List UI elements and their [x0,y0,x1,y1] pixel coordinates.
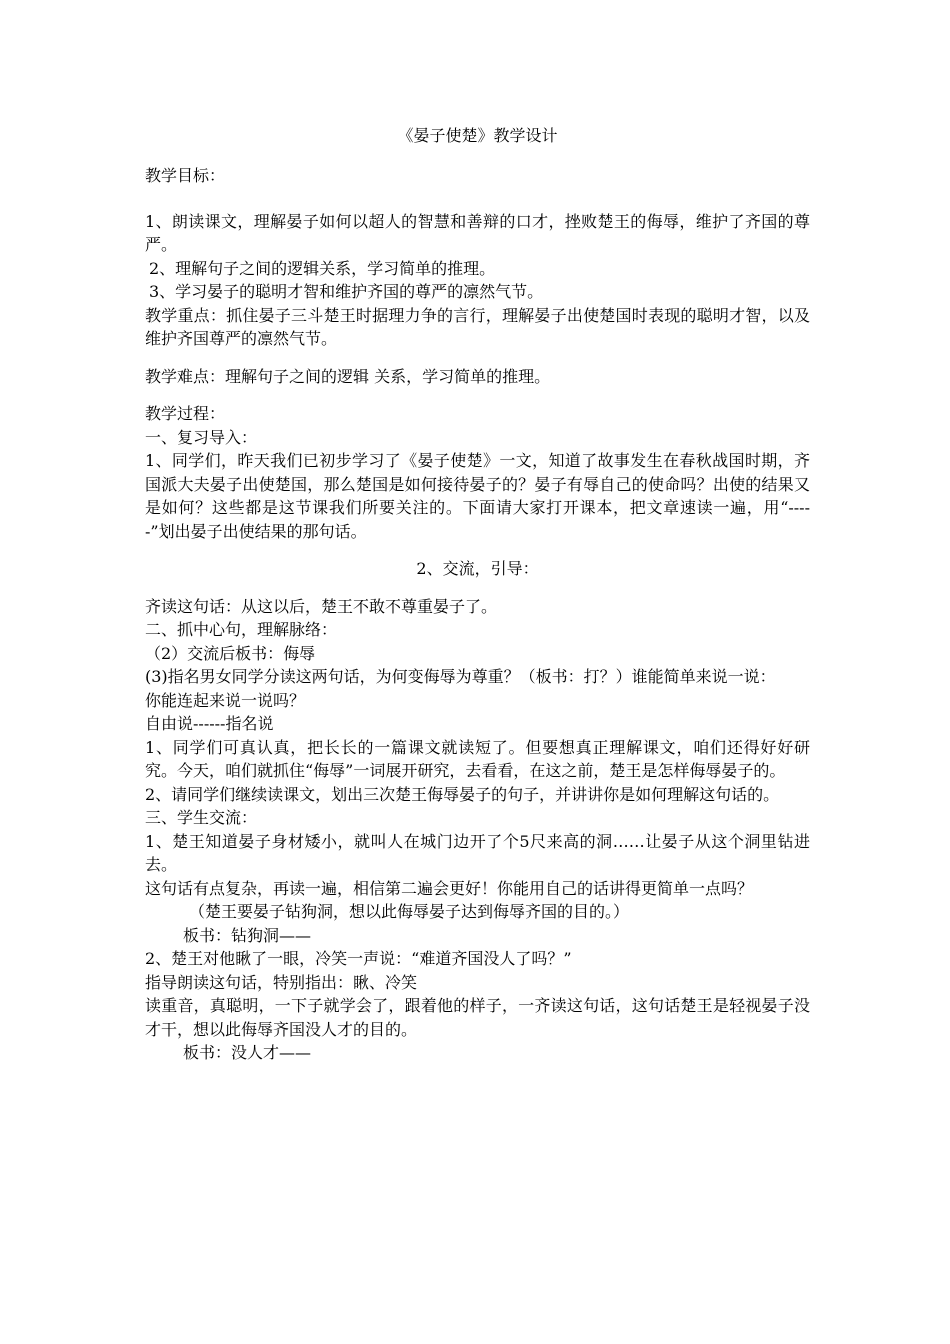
point-2: 2、请同学们继续读课文，划出三次楚王侮辱晏子的句子，并讲讲你是如何理解这句话的。 [145,784,780,804]
free-talk: 自由说------指名说 [145,714,274,733]
objective-item-1: 1、朗读课文，理解晏子如何以超人的智慧和善辩的口才，挫败楚王的侮辱，维护了齐国的尊严。 [145,211,810,254]
connect-question: 你能连起来说一说吗？ [145,690,306,710]
example-2-board: 板书：没人才—— [183,1043,312,1062]
section2-heading: 二、抓中心句，理解脉络： [145,620,338,639]
example-1-note: （楚王要晏子钻狗洞，想以此侮辱晏子达到侮辱齐国的目的。） [189,902,630,921]
point-1: 1、同学们可真认真，把长长的一篇课文就读短了。但要想真正理解课文，咱们还得好好研究。今天，咱们就抓住“侮辱”一词展开研究，去看看，在这之前，楚王是怎样侮辱晏子的。 [145,737,810,780]
board-note-1: （2）交流后板书：侮辱 [145,643,316,663]
example-2-read: 读重音，真聪明，一下子就学会了，跟着他的样子，一齐读这句话，这句话楚王是轻视晏子没才干，想以此侮辱齐国没人才的目的。 [145,996,810,1039]
key-point: 教学重点：抓住晏子三斗楚王时据理力争的言行，理解晏子出使楚国时表现的聪明才智，以及维护齐国尊严的凛然气节。 [145,305,810,348]
example-1-follow: 这句话有点复杂，再读一遍，相信第二遍会更好！你能用自己的话讲得更简单一点吗？ [145,878,754,898]
item-3: (3)指名男女同学分读这两句话，为何变侮辱为尊重？（板书：打？）谁能简单来说一说： [145,667,776,686]
difficulty: 教学难点：理解句子之间的逻辑 关系，学习简单的推理。 [145,366,551,386]
document-body [145,124,810,1065]
section1-paragraph: 1、同学们，昨天我们已初步学习了《晏子使楚》一文，知道了故事发生在春秋战国时期，齐国派大夫晏子出使楚国，那么楚国是如何接待晏子的？晏子有辱自己的使命吗？出使的结果又是如何？这些都是这节课我们所要关注的。下面请大家打开课本，把文章速读一遍，用“-----”划出晏子出使结果的那句话。 [145,451,810,541]
objectives-heading: 教学目标： [145,166,226,185]
document-title: 《晏子使楚》教学设计 [397,126,558,145]
process-heading: 教学过程： [145,404,226,423]
example-1: 1、楚王知道晏子身材矮小，就叫人在城门边开了个5尺来高的洞……让晏子从这个洞里钻进去。 [145,831,810,874]
section1-heading: 一、复习导入： [145,427,258,447]
example-2-guide: 指导朗读这句话，特别指出：瞅、冷笑 [145,972,418,992]
example-2: 2、楚王对他瞅了一眼，冷笑一声说：“难道齐国没人了吗？” [145,949,572,968]
example-1-board: 板书：钻狗洞—— [183,925,312,945]
objective-item-2: 2、理解句子之间的逻辑关系，学习简单的推理。 [149,258,496,278]
read-together: 齐读这句话：从这以后，楚王不敢不尊重晏子了。 [145,596,498,616]
objective-item-3: 3、学习晏子的聪明才智和维护齐国的尊严的凛然气节。 [149,282,544,301]
section3-heading: 三、学生交流： [145,808,258,827]
exchange-heading: 2、交流，引导： [416,559,539,578]
